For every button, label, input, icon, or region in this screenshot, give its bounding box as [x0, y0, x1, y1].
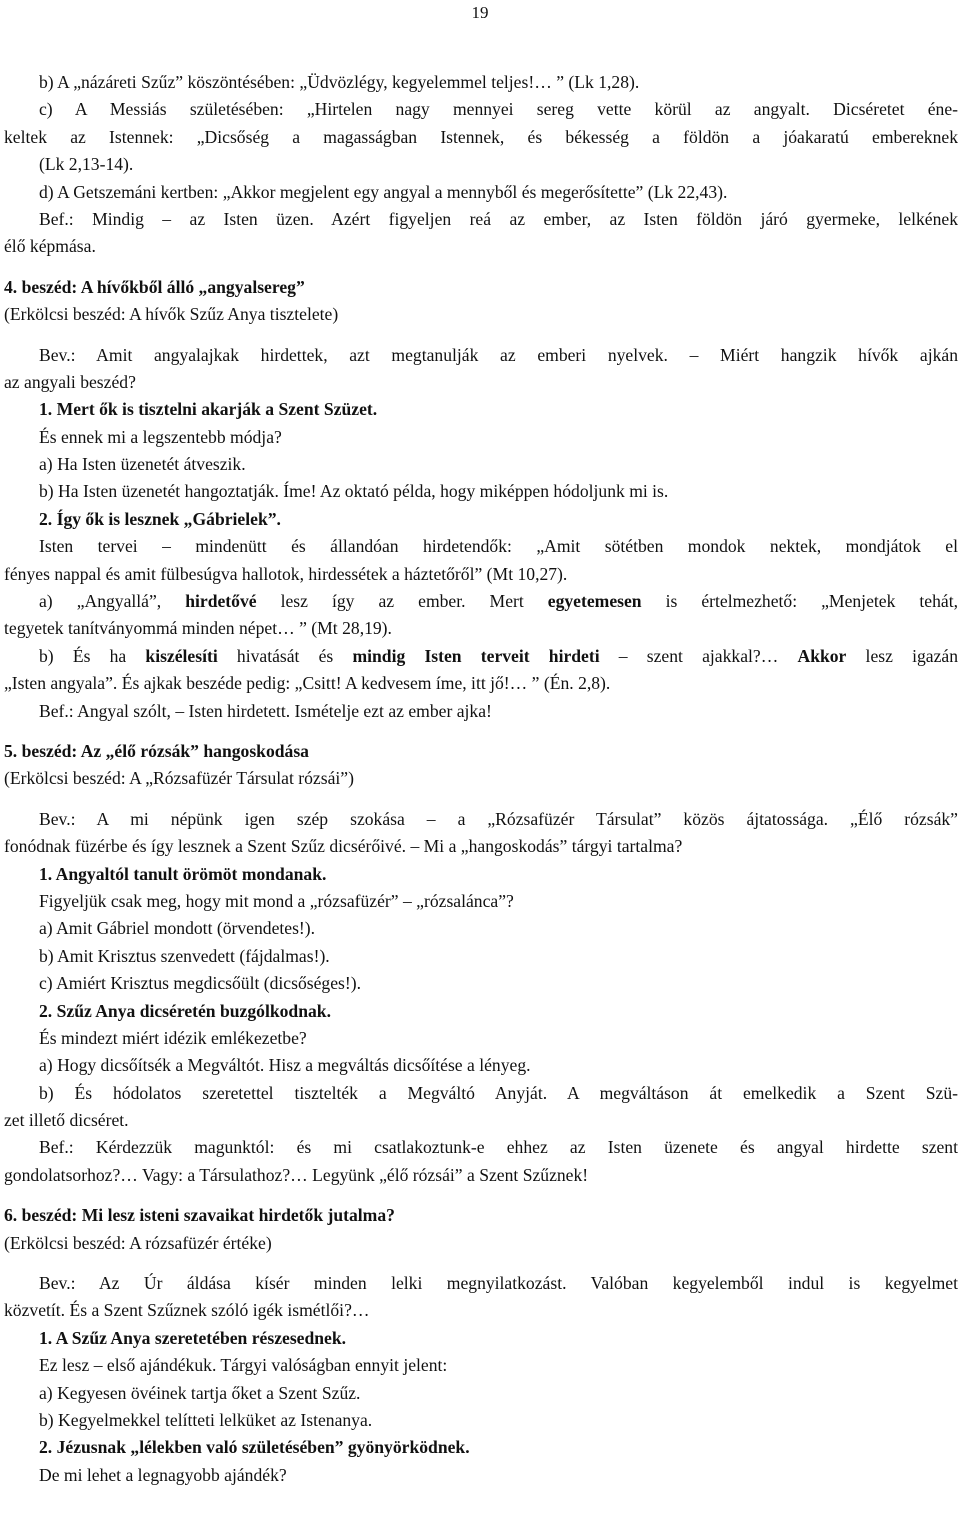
text-segment: keltek az Istennek: „Dicsőség a magasságban Istennek, és békesség a földön a jóakaratú embereknek [4, 126, 958, 147]
paragraph-gap [4, 1189, 958, 1202]
text-line [4, 943, 958, 970]
text-line [4, 96, 958, 123]
paragraph-gap [4, 793, 958, 806]
text-line [4, 806, 958, 833]
text-line [4, 1297, 958, 1324]
text-segment: d) A Getszemáni kertben: „Akkor megjelent egy angyal a mennyből és megerősítette” (Lk 22,43). [39, 181, 728, 202]
bold-text: egyetemesen [547, 591, 642, 612]
text-line [4, 1407, 958, 1434]
text-segment: b) A „názáreti Szűz” köszöntésében: „Üdvözlégy, kegyelemmel teljes!… ” (Lk 1,28). [39, 72, 640, 92]
text-line [4, 1434, 958, 1461]
text-line [4, 1162, 958, 1189]
text-segment: – szent ajakkal?… [599, 645, 798, 666]
bold-text: hirdetővé [185, 591, 257, 612]
text-line [4, 151, 958, 178]
text-line [4, 1462, 958, 1489]
text-line [4, 369, 958, 396]
paragraph-gap [4, 329, 958, 342]
text-line [4, 1107, 958, 1134]
paragraph-gap [4, 261, 958, 274]
text-segment: (Erkölcsi beszéd: A hívők Szűz Anya tisztelete) [4, 304, 339, 325]
text-segment: az angyali beszéd? [4, 371, 136, 392]
text-line [4, 561, 958, 588]
page-number: 19 [471, 3, 489, 22]
bold-text: 2. Így ők is lesznek „Gábrielek”. [39, 508, 281, 529]
text-segment: a) „Angyallá”, [39, 591, 186, 612]
text-line [4, 643, 958, 670]
text-line [4, 533, 958, 560]
text-segment: b) Amit Krisztus szenvedett (fájdalmas!). [39, 945, 330, 966]
text-segment: c) A Messiás születésében: „Hirtelen nagy mennyei sereg vette körül az angyalt. Dicséretet éne- [39, 99, 958, 120]
text-line [4, 1202, 958, 1229]
text-segment: Isten tervei – mindenütt és állandóan hirdetendők: „Amit sötétben mondok nektek, mondjátok el [39, 536, 958, 557]
text-line [4, 670, 958, 697]
text-line [4, 833, 958, 860]
text-line [4, 888, 958, 915]
text-segment: zet illető dicséret. [4, 1110, 129, 1131]
text-line [4, 424, 958, 451]
text-segment: fényes nappal és amit fülbesúgva hallotok, hirdessétek a háztetőről” (Mt 10,27). [4, 563, 568, 584]
text-line [4, 1080, 958, 1107]
text-segment: „Isten angyala”. És ajkak beszéde pedig: „Csitt! A kedvesem íme, itt jő!… ” (Én. 2,8). [4, 673, 611, 694]
bold-text: 6. beszéd: Mi lesz isteni szavaikat hirdetők jutalma? [4, 1205, 395, 1226]
text-segment: Bev.: Az Úr áldása kísér minden lelki megnyilatkozást. Valóban kegyelemből indul is kegyelmet [39, 1273, 958, 1294]
text-segment: tegyetek tanítványommá minden népet… ” (Mt 28,19). [4, 618, 392, 639]
text-segment: És ennek mi a legszentebb módja? [39, 426, 282, 447]
document-body [4, 69, 958, 1489]
bold-text: 1. A Szűz Anya szeretetében részesednek. [39, 1327, 347, 1348]
text-segment: lesz így az ember. Mert [256, 591, 548, 612]
bold-text: 5. beszéd: Az „élő rózsák” hangoskodása [4, 740, 309, 761]
text-segment: De mi lehet a legnagyobb ajándék? [39, 1464, 287, 1485]
text-line [4, 615, 958, 642]
text-segment: c) Amiért Krisztus megdicsőült (dicsőséges!). [39, 973, 361, 994]
bold-text: 2. Szűz Anya dicséretén buzgólkodnak. [39, 1000, 331, 1021]
text-segment: hivatását és [217, 645, 353, 666]
bold-text: 1. Angyaltól tanult örömöt mondanak. [39, 863, 327, 884]
text-line [4, 69, 958, 96]
text-line [4, 342, 958, 369]
text-segment: (Erkölcsi beszéd: A „Rózsafüzér Társulat rózsái”) [4, 768, 354, 789]
text-line [4, 233, 958, 260]
text-segment: fonódnak füzérbe és így lesznek a Szent Szűz dicsérőivé. – Mi a „hangoskodás” tárgyi tartalma? [4, 836, 683, 857]
text-line [4, 1230, 958, 1257]
bold-text: 2. Jézusnak „lélekben való születésében” gyönyörködnek. [39, 1437, 470, 1458]
bold-text: 4. beszéd: A hívőkből álló „angyalsereg” [4, 276, 305, 297]
text-segment: Ez lesz – első ajándékuk. Tárgyi valóságban ennyit jelent: [39, 1355, 448, 1376]
text-line [4, 179, 958, 206]
text-segment: Bef.: Angyal szólt, – Isten hirdetett. Ismételje ezt az ember ajka! [39, 700, 492, 721]
text-line [4, 506, 958, 533]
text-segment: Bef.: Mindig – az Isten üzen. Azért figyeljen reá az ember, az Isten földön járó gyermeke, lelkének [39, 208, 958, 229]
text-segment: a) Ha Isten üzenetét átveszik. [39, 454, 246, 475]
text-segment: is értelmezhető: „Menjetek tehát, [641, 591, 958, 612]
paragraph-gap [4, 1257, 958, 1270]
text-line [4, 274, 958, 301]
text-line [4, 1380, 958, 1407]
text-line [4, 396, 958, 423]
text-line [4, 1270, 958, 1297]
bold-text: Akkor [797, 645, 847, 666]
text-line [4, 1052, 958, 1079]
text-segment: b) És hódolatos szeretettel tisztelték a Megváltó Anyját. A megváltáson át emelkedik a Szent Szü- [39, 1082, 958, 1103]
text-segment: a) Kegyesen övéinek tartja őket a Szent Szűz. [39, 1382, 361, 1403]
text-line [4, 915, 958, 942]
text-line [4, 124, 958, 151]
text-line [4, 1134, 958, 1161]
text-segment: Figyeljük csak meg, hogy mit mond a „rózsafüzér” – „rózsalánca”? [39, 890, 514, 911]
text-line [4, 765, 958, 792]
text-segment: közvetít. És a Szent Szűznek szóló igék ismétlői?… [4, 1300, 370, 1321]
text-segment: Bef.: Kérdezzük magunktól: és mi csatlakoztunk-e ehhez az Isten üzenete és angyal hirdette szent [39, 1137, 958, 1158]
text-segment: b) És ha [39, 645, 146, 666]
text-line [4, 1325, 958, 1352]
text-segment: b) Kegyelmekkel telítteti lelküket az Istenanya. [39, 1409, 373, 1430]
text-line [4, 588, 958, 615]
text-segment: a) Amit Gábriel mondott (örvendetes!). [39, 918, 316, 939]
text-segment: Bev.: A mi népünk igen szép szokása – a „Rózsafüzér Társulat” közös ájtatossága. „Élő rózsák” [39, 808, 958, 829]
bold-text: 1. Mert ők is tisztelni akarják a Szent Szüzet. [39, 399, 378, 420]
text-segment: (Erkölcsi beszéd: A rózsafüzér értéke) [4, 1232, 272, 1253]
bold-text: mindig Isten terveit hirdeti [352, 645, 600, 666]
text-line [4, 698, 958, 725]
text-segment: gondolatsorhoz?… Vagy: a Társulathoz?… Legyünk „élő rózsái” a Szent Szűznek! [4, 1164, 589, 1185]
text-segment: b) Ha Isten üzenetét hangoztatják. Íme! Az oktató példa, hogy miképpen hódoljunk mi is. [39, 481, 669, 502]
text-line [4, 1025, 958, 1052]
text-line [4, 970, 958, 997]
text-line [4, 998, 958, 1025]
text-segment: a) Hogy dicsőítsék a Megváltót. Hisz a megváltás dicsőítése a lényeg. [39, 1055, 531, 1076]
text-segment: lesz igazán [846, 645, 958, 666]
text-segment: élő képmása. [4, 236, 96, 257]
text-segment: (Lk 2,13-14). [39, 154, 134, 175]
text-line [4, 1352, 958, 1379]
text-segment: Bev.: Amit angyalajkak hirdettek, azt megtanulják az emberi nyelvek. – Miért hangzik hívők ajkán [39, 344, 958, 365]
text-line [4, 861, 958, 888]
text-line [4, 478, 958, 505]
paragraph-gap [4, 725, 958, 738]
text-line [4, 451, 958, 478]
text-line [4, 738, 958, 765]
bold-text: kiszélesíti [145, 645, 218, 666]
text-line [4, 206, 958, 233]
text-line [4, 301, 958, 328]
text-segment: És mindezt miért idézik emlékezetbe? [39, 1027, 307, 1048]
